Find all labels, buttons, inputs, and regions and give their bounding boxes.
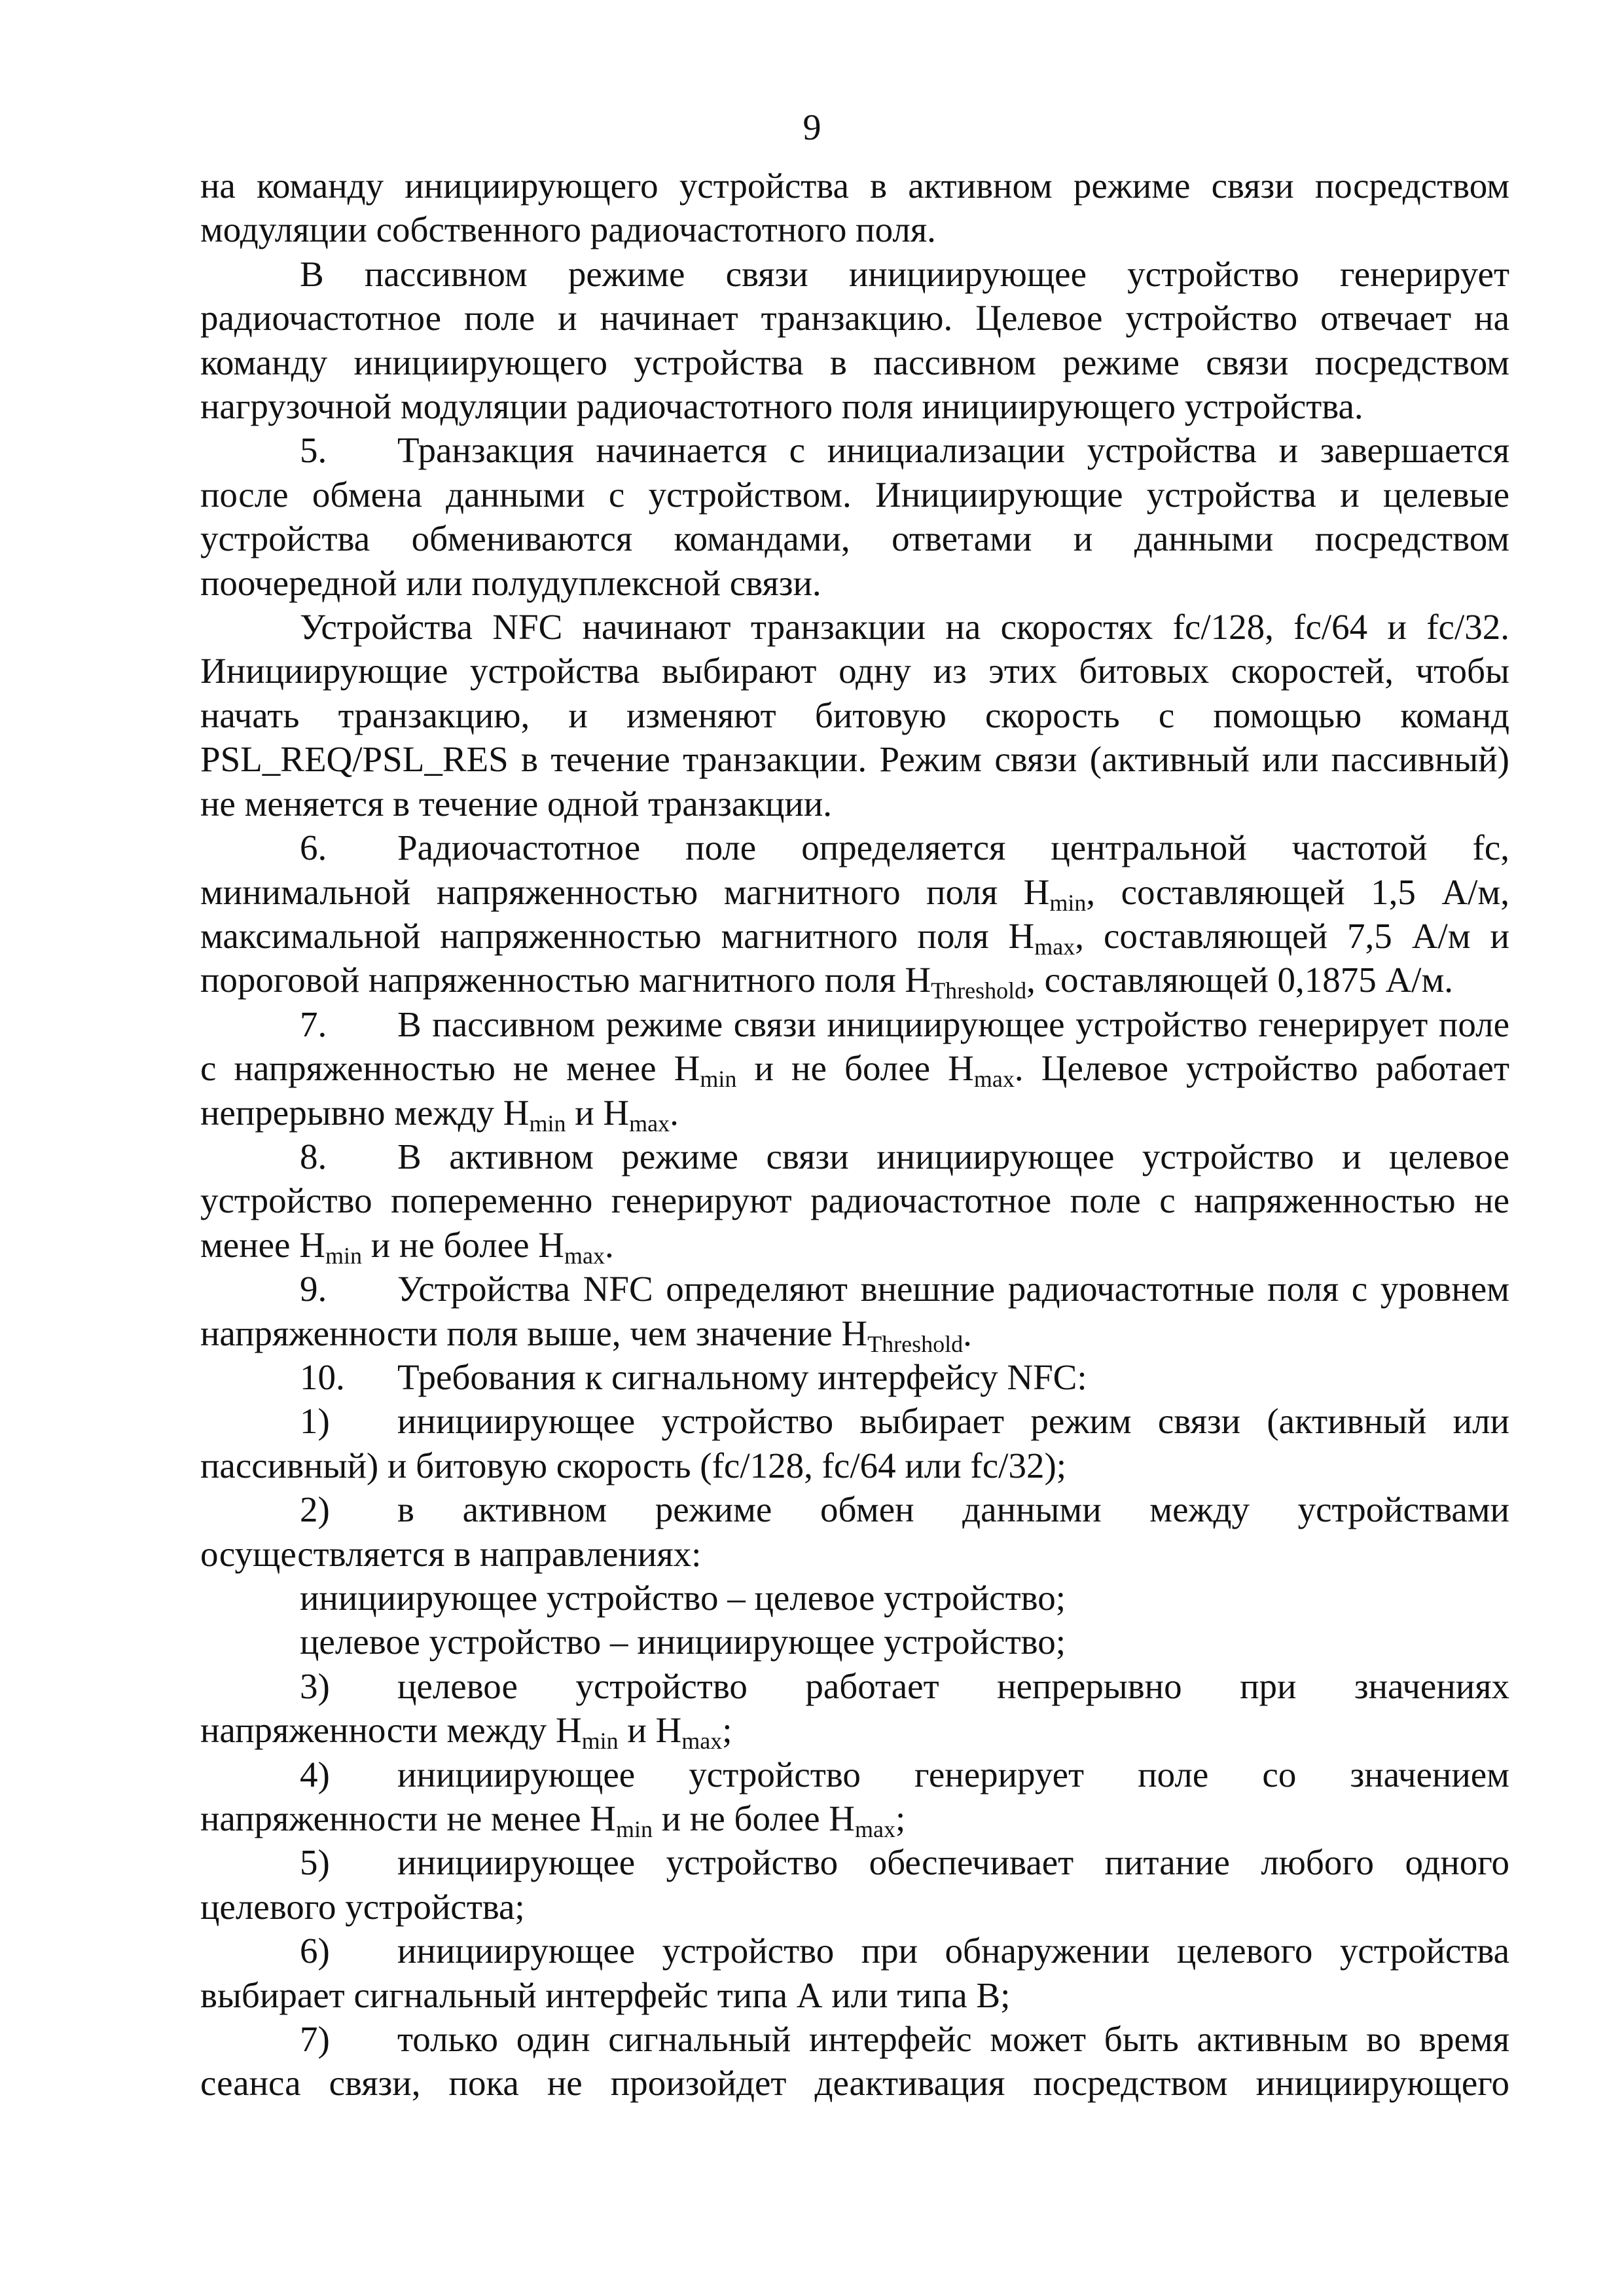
text-run: В пассивном режиме связи инициирующее устройство генерирует поле с напряженностью не менее H	[200, 1004, 1509, 1089]
text-run: и не более H	[652, 1798, 855, 1839]
subscript: max	[855, 1816, 895, 1843]
paragraph-continued-line-1: на команду инициирующего устройства в активном режиме связи посредством	[200, 166, 1509, 206]
paragraph-nfc-speeds: Устройства NFC начинают транзакции на скоростях fc/128, fc/64 и fc/32. Инициирующие устройства выбирают одну из этих битовых скоростей, чтобы начать транзакцию, и изменяют битовую скорость с помощью команд PSL_REQ/PSL_RES в течение транзакции. Режим связи (активный или пассивный) не меняется в течение одной транзакции.	[200, 607, 1509, 824]
list-item-number: 3)	[300, 1666, 330, 1706]
subscript: max	[629, 1110, 670, 1137]
list-item-text: только один сигнальный интерфейс может быть активным во время	[397, 2019, 1509, 2060]
direction-line-1: инициирующее устройство – целевое устройство;	[300, 1578, 1066, 1618]
document-body	[200, 164, 1509, 2105]
list-item-7-line-2: сеанса связи, пока не произойдет деактивация посредством инициирующего	[200, 2063, 1509, 2104]
text-run: и H	[566, 1092, 630, 1133]
subscript: Threshold	[931, 977, 1027, 1004]
paragraph-text: Транзакция начинается с инициализации устройства и завершается после обмена данными с устройством. Инициирующие устройства и целевые устройства обмениваются командами, ответами и данными посредством поочередной или полудуплексной связи.	[200, 430, 1509, 603]
paragraph-number: 7.	[300, 1004, 327, 1044]
list-item-1	[200, 1399, 1509, 1487]
subscript: min	[529, 1110, 566, 1137]
text-run: , составляющей 1,5 А/м, максимальной напряженностью магнитного поля H	[200, 871, 1509, 956]
text-run: целевое устройство работает непрерывно при значениях напряженности между H	[200, 1666, 1509, 1751]
text-run: инициирующее устройство генерирует поле со значением напряженности не менее H	[200, 1754, 1509, 1839]
paragraph-number: 6.	[300, 828, 327, 868]
paragraph-8	[200, 1135, 1509, 1267]
subscript: max	[973, 1066, 1015, 1093]
text-run: , составляющей 0,1875 А/м.	[1026, 960, 1453, 1000]
list-item-text: инициирующее устройство обеспечивает питание любого одного целевого устройства;	[200, 1842, 1509, 1927]
paragraph-number: 10.	[300, 1357, 345, 1397]
list-item-7-line-1	[200, 2017, 1509, 2061]
paragraph-6	[200, 826, 1509, 1002]
list-item-text: в активном режиме обмен данными между устройствами осуществляется в направлениях:	[200, 1489, 1509, 1574]
list-item-number: 1)	[300, 1401, 330, 1442]
text-run: В активном режиме связи инициирующее устройство и целевое устройство попеременно генерируют радиочастотное поле с напряженностью не менее H	[200, 1136, 1509, 1265]
subscript: min	[615, 1816, 653, 1843]
subscript: max	[681, 1728, 723, 1755]
paragraph-text: Требования к сигнальному интерфейсу NFC:	[397, 1357, 1087, 1397]
paragraph-number: 8.	[300, 1136, 327, 1176]
list-item-2	[200, 1487, 1509, 1576]
subscript: max	[1034, 933, 1075, 960]
page-number: 9	[803, 107, 821, 148]
paragraph-9	[200, 1267, 1509, 1355]
text-run: Устройства NFC определяют внешние радиочастотные поля с уровнем напряженности поля выше, чем значение H	[200, 1269, 1509, 1353]
text-run: . Целевое устройство работает непрерывно между H	[200, 1048, 1509, 1133]
subscript: min	[700, 1066, 737, 1093]
subscript: min	[581, 1728, 619, 1755]
text-run: и не более H	[361, 1224, 564, 1265]
paragraph-number: 9.	[300, 1269, 327, 1309]
paragraph-10	[200, 1355, 1509, 1399]
paragraph-7	[200, 1002, 1509, 1135]
list-item-number: 4)	[300, 1754, 330, 1795]
subscript: max	[564, 1242, 605, 1269]
text-run: и не более H	[736, 1048, 974, 1089]
direction-line-2: целевое устройство – инициирующее устройство;	[300, 1622, 1066, 1662]
list-item-number: 6)	[300, 1931, 330, 1971]
list-item-number: 2)	[300, 1489, 330, 1530]
subscript: Threshold	[867, 1330, 964, 1357]
list-item-3	[200, 1664, 1509, 1753]
text-run: и H	[618, 1710, 682, 1751]
subscript: min	[1049, 889, 1087, 916]
paragraph-passive-mode: В пассивном режиме связи инициирующее устройство генерирует радиочастотное поле и начинает транзакцию. Целевое устройство отвечает на команду инициирующего устройства в пассивном режиме связи посредством нагрузочной модуляции радиочастотного поля инициирующего устройства.	[200, 253, 1509, 427]
subscript: min	[325, 1242, 362, 1269]
text-run: .	[670, 1092, 679, 1133]
text-run: , составляющей 7,5 А/м и пороговой напряженностью магнитного поля H	[200, 915, 1509, 1000]
list-item-text: инициирующее устройство при обнаружении целевого устройства выбирает сигнальный интерфейс типа А или типа В;	[200, 1931, 1509, 2015]
text-run: .	[604, 1224, 614, 1265]
paragraph-continued-line-2: модуляции собственного радиочастотного поля.	[200, 210, 936, 250]
list-item-5	[200, 1840, 1509, 1929]
paragraph-number: 5.	[300, 430, 327, 471]
list-item-4	[200, 1753, 1509, 1841]
list-item-number: 7)	[300, 2019, 330, 2060]
list-item-6	[200, 1929, 1509, 2017]
list-item-text: инициирующее устройство выбирает режим связи (активный или пассивный) и битовую скорость (fc/128, fc/64 или fc/32);	[200, 1401, 1509, 1485]
text-run: .	[963, 1313, 972, 1353]
list-item-number: 5)	[300, 1842, 330, 1883]
text-run: Радиочастотное поле определяется центральной частотой fc, минимальной напряженностью магнитного поля H	[200, 828, 1509, 912]
text-run: ;	[895, 1798, 906, 1839]
text-run: ;	[722, 1710, 732, 1751]
paragraph-5	[200, 428, 1509, 605]
